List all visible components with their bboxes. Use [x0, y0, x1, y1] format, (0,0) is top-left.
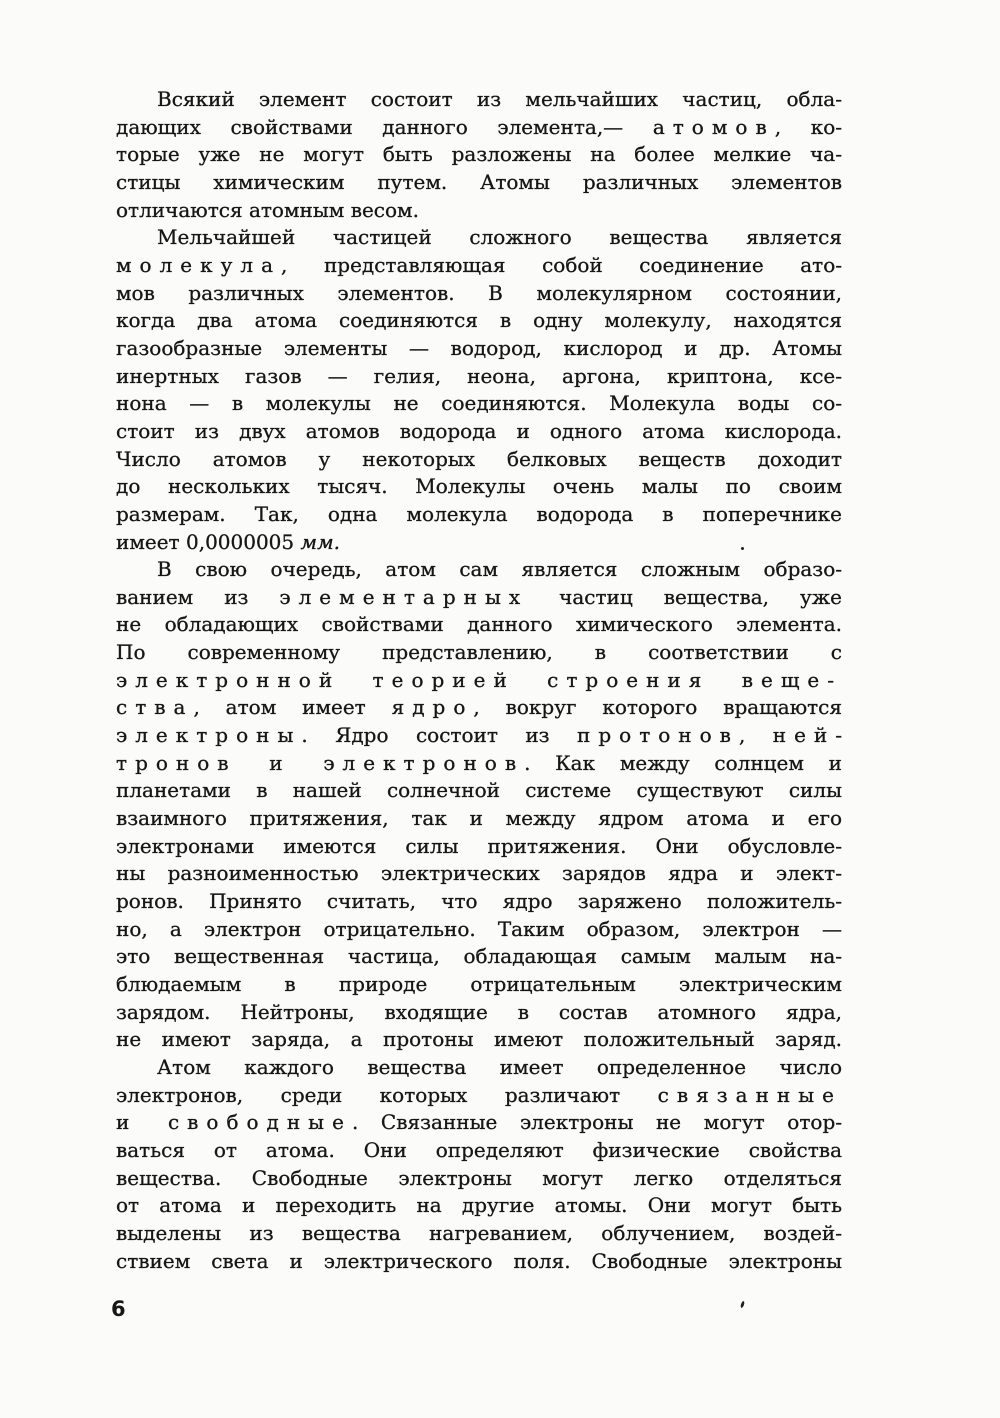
text-run: В свою очередь, атом сам является сложным образо- [157, 557, 842, 582]
text-line [116, 860, 842, 888]
text-line [116, 611, 842, 639]
text-line [116, 888, 842, 916]
spaced-emphasis: ядро [391, 695, 474, 720]
text-run: стицы химическим путем. Атомы различных элементов [116, 169, 842, 194]
text-run: выделены из вещества нагреванием, облучением, воздей- [116, 1220, 842, 1245]
text-line [116, 197, 842, 225]
spaced-emphasis: электронной теорией строения веще- [116, 667, 842, 692]
text-run: газообразные элементы — водород, кислород и др. Атомы [116, 335, 842, 360]
text-line [116, 1165, 842, 1193]
text-run: не обладающих свойствами данного химического элемента. [116, 612, 842, 637]
text-body [116, 86, 842, 1275]
text-run: ваться от атома. Они определяют физические свойства [116, 1137, 842, 1162]
spaced-emphasis: молекула [116, 252, 282, 277]
text-run: ронов. Принято считать, что ядро заряжено положитель- [116, 889, 842, 914]
text-run: ствием света и электрического поля. Свободные электроны [116, 1248, 842, 1273]
spaced-emphasis: атомов [652, 114, 775, 139]
spaced-emphasis: ства [116, 695, 194, 720]
text-run: нона — в молекулы не соединяются. Молекула воды со- [116, 391, 842, 416]
text-line [116, 1248, 842, 1276]
text-line [116, 307, 842, 335]
text-line [116, 722, 842, 750]
text-line [116, 1137, 842, 1165]
text-line [116, 556, 842, 584]
text-line [116, 529, 842, 557]
text-run: ванием из [116, 584, 280, 609]
text-line [116, 1109, 842, 1137]
text-run: но, а электрон отрицательно. Таким образом, электрон — [116, 916, 842, 941]
scan-speck [741, 547, 744, 550]
text-line [116, 584, 842, 612]
text-line [116, 252, 842, 280]
text-run: имеет 0,0000005 [116, 529, 301, 554]
text-run: Всякий элемент состоит из мельчайших частиц, обла- [157, 87, 842, 111]
text-run: ны разноименностью электрических зарядов ядра и элект- [116, 861, 842, 886]
text-run: дающих свойствами данного элемента,— [116, 114, 653, 139]
text-line [116, 777, 842, 805]
text-line [116, 473, 842, 501]
text-run: . Как между солнцем и [524, 750, 842, 775]
paragraph [116, 86, 842, 224]
text-line [116, 667, 842, 695]
text-line [116, 1054, 842, 1082]
text-line [116, 1026, 842, 1054]
text-line [116, 1220, 842, 1248]
text-run: вещества. Свободные электроны могут легко отделяться [116, 1165, 842, 1190]
text-line [116, 501, 842, 529]
text-run: Атом каждого вещества имеет определенное число [157, 1054, 842, 1079]
text-run: электронов, среди которых различают [116, 1082, 658, 1107]
text-line [116, 943, 842, 971]
text-run: - [835, 723, 842, 748]
spaced-emphasis: и свободные [116, 1110, 352, 1135]
text-line [116, 971, 842, 999]
text-run: , атом имеет [193, 695, 392, 720]
text-line [116, 1082, 842, 1110]
text-run: . Связанные электроны не могут отор- [351, 1110, 843, 1135]
paragraph [116, 556, 842, 1054]
paragraph [116, 224, 842, 556]
paragraph [116, 1054, 842, 1275]
text-run: размерам. Так, одна молекула водорода в поперечнике [116, 501, 842, 526]
text-run: инертных газов — гелия, неона, аргона, криптона, ксе- [116, 363, 842, 388]
spaced-emphasis: тронов и электронов [116, 750, 525, 775]
italic-unit: мм. [300, 529, 341, 554]
text-run: планетами в нашей солнечной системе существуют силы [116, 778, 842, 803]
spaced-emphasis: связанные [657, 1082, 842, 1107]
text-run: мов различных элементов. В молекулярном состоянии, [116, 280, 842, 305]
text-run: это вещественная частица, обладающая самым малым на- [116, 944, 842, 969]
text-line [116, 86, 842, 114]
text-run: Мельчайшей частицей сложного вещества является [157, 225, 842, 250]
spaced-emphasis: электроны [116, 723, 302, 748]
text-run: , ко- [774, 114, 842, 139]
text-line [116, 694, 842, 722]
text-line [116, 639, 842, 667]
text-line [116, 1192, 842, 1220]
text-line [116, 833, 842, 861]
text-run: стоит из двух атомов водорода и одного атома кислорода. [116, 418, 842, 443]
text-line [116, 114, 842, 142]
text-line [116, 141, 842, 169]
text-line [116, 750, 842, 778]
text-run: . Ядро состоит из [301, 723, 578, 748]
text-run: от атома и переходить на другие атомы. Они могут быть [116, 1193, 842, 1218]
text-line [116, 363, 842, 391]
text-line [116, 280, 842, 308]
text-run: блюдаемым в природе отрицательным электрическим [116, 972, 842, 996]
text-line [116, 169, 842, 197]
text-run: Число атомов у некоторых белковых веществ доходит [116, 446, 842, 471]
text-run: торые уже не могут быть разложены на более мелкие ча- [116, 142, 842, 167]
text-line [116, 390, 842, 418]
text-run: , [738, 723, 773, 748]
text-run: взаимного притяжения, так и между ядром атома и его [116, 806, 842, 831]
text-line [116, 446, 842, 474]
text-run: электронами имеются силы притяжения. Они обусловле- [116, 833, 842, 858]
text-run: отличаются атомным весом. [116, 197, 419, 222]
text-line [116, 224, 842, 252]
text-run: , вокруг которого вращаются [473, 695, 842, 720]
text-run: когда два атома соединяются в одну молекулу, находятся [116, 308, 842, 333]
spaced-emphasis: протонов [577, 723, 739, 748]
spaced-emphasis: элементарных [279, 584, 529, 609]
page-number: 6 [111, 1297, 126, 1321]
text-run: По современному представлению, в соответствии с [116, 640, 842, 665]
text-line [116, 805, 842, 833]
text-run: не имеют заряда, а протоны имеют положительный заряд. [116, 1027, 842, 1052]
text-run: зарядом. Нейтроны, входящие в состав атомного ядра, [116, 999, 842, 1024]
text-line [116, 418, 842, 446]
text-run: , представляющая собой соединение ато- [281, 252, 842, 277]
text-line [116, 916, 842, 944]
text-run: частиц вещества, уже [528, 584, 842, 609]
text-line [116, 999, 842, 1027]
text-run: до нескольких тысяч. Молекулы очень малы по своим [116, 474, 842, 499]
spaced-emphasis: ней [772, 723, 836, 748]
text-line [116, 335, 842, 363]
scan-speck [740, 1301, 745, 1309]
